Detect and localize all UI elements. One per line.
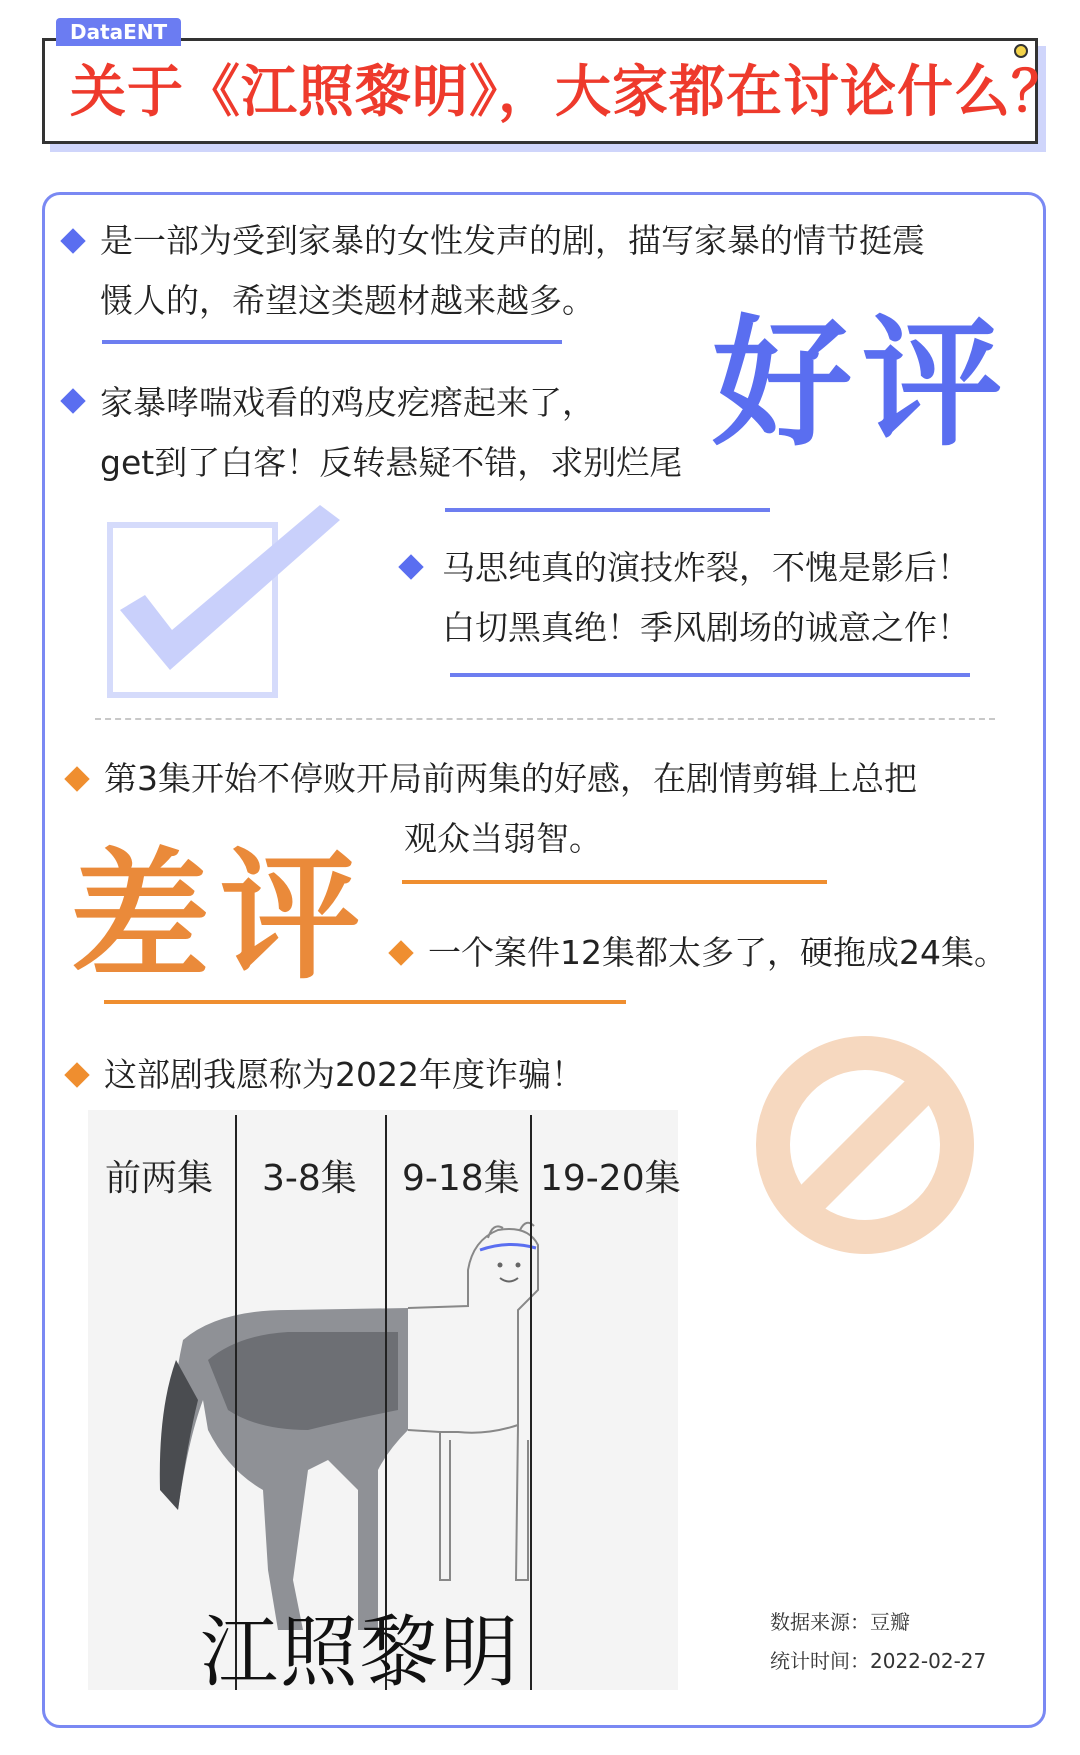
section-divider (95, 718, 995, 720)
prohibited-icon (745, 1025, 985, 1265)
good-review-2-line1: 家暴哮喘戏看的鸡皮疙瘩起来了， (100, 383, 595, 422)
good-review-1-line1: 是一部为受到家暴的女性发声的剧，描写家暴的情节挺震 (100, 221, 925, 260)
header-dot (1014, 44, 1028, 58)
episode-label: 3-8集 (262, 1158, 357, 1199)
bad-review-2: 一个案件12集都太多了，硬拖成24集。 (428, 933, 1007, 972)
bad-review-label: 差评 (70, 836, 371, 999)
good-review-label: 好评 (712, 303, 1013, 466)
page-title: 关于《江照黎明》，大家都在讨论什么？ (70, 60, 1068, 125)
bad-review-1-line1: 第3集开始不停败开局前两集的好感，在剧情剪辑上总把 (104, 759, 917, 798)
good-review-1-line2: 慑人的，希望这类题材越来越多。 (100, 281, 595, 320)
episode-divider (530, 1115, 532, 1690)
underline (104, 1000, 626, 1004)
bad-review-3: 这部剧我愿称为2022年度诈骗！ (104, 1055, 584, 1094)
checkmark-icon (100, 500, 360, 700)
stat-time: 统计时间：2022-02-27 (770, 1649, 987, 1673)
episode-label: 9-18集 (402, 1158, 520, 1199)
show-name: 江照黎明 (200, 1608, 521, 1698)
good-review-2-line2: get到了白客！反转悬疑不错，求别烂尾 (100, 443, 683, 482)
data-source: 数据来源：豆瓣 (770, 1610, 910, 1634)
episode-label: 19-20集 (540, 1158, 681, 1199)
good-review-3-line2: 白切黑真绝！季风剧场的诚意之作！ (442, 608, 970, 647)
underline (102, 340, 562, 344)
underline (402, 880, 827, 884)
good-review-3-line1: 马思纯真的演技炸裂，不愧是影后！ (442, 548, 970, 587)
underline (450, 673, 970, 677)
bad-review-1-line2: 观众当弱智。 (404, 819, 602, 858)
underline (445, 508, 770, 512)
episode-label: 前两集 (105, 1158, 214, 1199)
brand-tag: DataENT (56, 18, 181, 46)
